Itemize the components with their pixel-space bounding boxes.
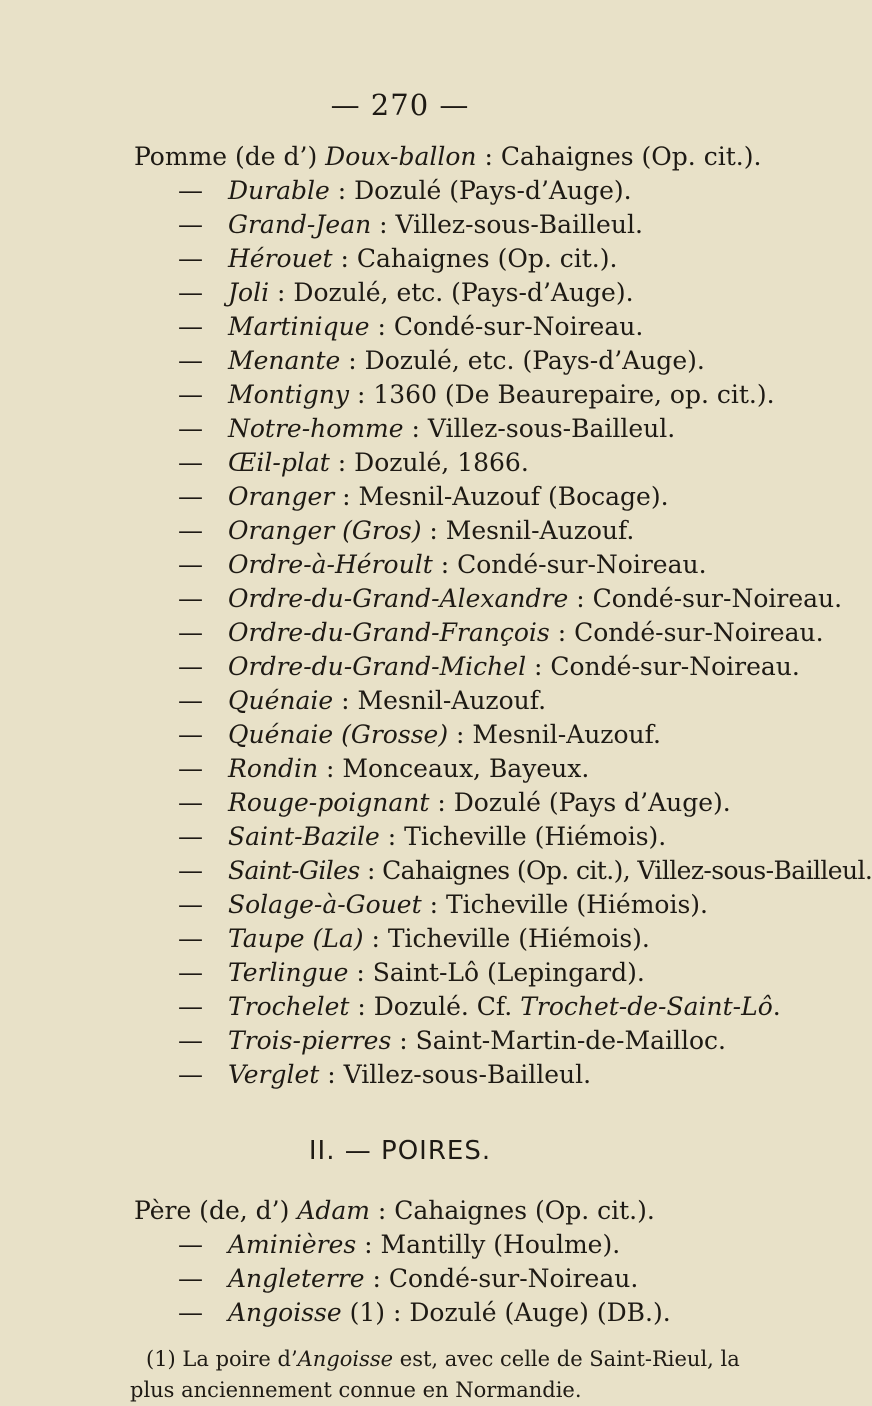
dash: — [178, 856, 203, 885]
dash: — [178, 584, 203, 613]
dash: — [178, 1060, 203, 1089]
list-item [178, 210, 643, 240]
variety-location: : Condé-sur-Noireau. [526, 652, 800, 681]
dash: — [178, 550, 203, 579]
variety-location: : Dozulé (Pays d’Auge). [429, 788, 731, 817]
variety-punctuation: . [772, 992, 781, 1021]
dash: — [178, 1298, 203, 1327]
pear-head-entry [134, 1196, 655, 1226]
variety-name: Menante [228, 346, 341, 375]
dash: — [178, 958, 203, 987]
list-item [178, 1026, 726, 1056]
list-item [178, 1264, 638, 1294]
variety-name: Quénaie (Grosse) [228, 720, 449, 749]
variety-location: : Cahaignes (Op. cit.), Villez-sous-Bailleul. [359, 856, 872, 885]
dash: — [178, 754, 203, 783]
list-item [178, 1298, 671, 1328]
variety-location: : Dozulé, etc. (Pays-d’Auge). [340, 346, 705, 375]
variety-name: Ordre-à-Héroult [228, 550, 433, 579]
variety-location: : Cahaignes (Op. cit.). [332, 244, 618, 273]
variety-location: : Condé-sur-Noireau. [364, 1264, 639, 1293]
dash: — [178, 1026, 203, 1055]
dash: — [178, 822, 203, 851]
variety-name: Ordre-du-Grand-Alexandre [228, 584, 569, 613]
variety-name: Oranger (Gros) [228, 516, 422, 545]
variety-location: : Saint-Lô (Lepingard). [348, 958, 645, 987]
footnote-text: est, avec celle de Saint-Rieul, la plus anciennement connue en Normandie. [130, 1347, 740, 1402]
variety-location: : Mesnil-Auzouf. [421, 516, 635, 545]
variety-location: : Cahaignes (Op. cit.). [369, 1196, 655, 1225]
variety-name: Aminières [228, 1230, 357, 1259]
list-item [178, 176, 632, 206]
variety-location: : Monceaux, Bayeux. [318, 754, 590, 783]
dash: — [178, 380, 203, 409]
head-prefix: Père (de, d’) [134, 1196, 298, 1225]
variety-name: Joli [228, 278, 270, 307]
page-number: — 270 — [330, 88, 470, 122]
variety-name: Solage-à-Gouet [228, 890, 422, 919]
dash: — [178, 992, 203, 1021]
list-item [178, 414, 675, 444]
dash: — [178, 720, 203, 749]
variety-name: Rouge-poignant [228, 788, 430, 817]
variety-name: Taupe (La) [228, 924, 364, 953]
variety-name: Verglet [228, 1060, 320, 1089]
dash: — [178, 1230, 203, 1259]
list-item [178, 448, 529, 478]
footnote-marker: (1) La poire d’ [146, 1347, 298, 1371]
list-item [178, 652, 800, 682]
list-item [178, 992, 781, 1022]
list-item [178, 312, 643, 342]
list-item [178, 686, 546, 716]
dash: — [178, 346, 203, 375]
list-item [178, 958, 645, 988]
variety-name: Saint-Bazile [228, 822, 380, 851]
variety-location: : Cahaignes (Op. cit.). [476, 142, 762, 171]
variety-location: : Villez-sous-Bailleul. [319, 1060, 592, 1089]
dash: — [178, 312, 203, 341]
variety-location: : Mesnil-Auzouf (Bocage). [334, 482, 669, 511]
variety-location: : Dozulé (Pays-d’Auge). [329, 176, 632, 205]
variety-location: : Condé-sur-Noireau. [549, 618, 824, 647]
dash: — [178, 652, 203, 681]
variety-location: : Condé-sur-Noireau. [369, 312, 644, 341]
apple-head-entry [134, 142, 761, 172]
dash: — [178, 448, 203, 477]
variety-name: Trois-pierres [228, 1026, 392, 1055]
dash: — [178, 686, 203, 715]
variety-name: Notre-homme [228, 414, 404, 443]
list-item [178, 584, 842, 614]
dash: — [178, 210, 203, 239]
variety-location: : Saint-Martin-de-Mailloc. [391, 1026, 726, 1055]
list-item [178, 822, 666, 852]
list-item [178, 720, 661, 750]
dash: — [178, 924, 203, 953]
dash: — [178, 244, 203, 273]
head-prefix: Pomme (de d’) [134, 142, 326, 171]
variety-name: Rondin [228, 754, 319, 783]
variety-location: : Villez-sous-Bailleul. [371, 210, 643, 239]
list-item [178, 856, 872, 886]
list-item [178, 788, 731, 818]
dash: — [178, 618, 203, 647]
list-item [178, 346, 705, 376]
variety-location: : Ticheville (Hiémois). [379, 822, 667, 851]
variety-location: : Mantilly (Houlme). [356, 1230, 621, 1259]
dash: — [178, 414, 203, 443]
variety-name: Durable [228, 176, 330, 205]
variety-location: : Ticheville (Hiémois). [363, 924, 650, 953]
variety-cross-reference: Trochet-de-Saint-Lô [520, 992, 773, 1021]
variety-location: : Dozulé, 1866. [329, 448, 529, 477]
variety-name: Hérouet [228, 244, 333, 273]
variety-name: Adam [297, 1196, 370, 1225]
dash: — [178, 890, 203, 919]
dash: — [178, 1264, 203, 1293]
variety-location: : Ticheville (Hiémois). [421, 890, 709, 919]
variety-name: Quénaie [228, 686, 334, 715]
list-item [178, 380, 775, 410]
variety-name: Grand-Jean [228, 210, 372, 239]
dash: — [178, 176, 203, 205]
variety-name: Trochelet [228, 992, 350, 1021]
dash: — [178, 516, 203, 545]
variety-name: Montigny [228, 380, 350, 409]
variety-name: Doux-ballon [325, 142, 477, 171]
variety-name: Ordre-du-Grand-François [228, 618, 550, 647]
list-item [178, 550, 707, 580]
variety-name: Œil-plat [228, 448, 330, 477]
variety-name: Oranger [228, 482, 335, 511]
list-item [178, 482, 669, 512]
variety-name: Ordre-du-Grand-Michel [228, 652, 527, 681]
list-item [178, 890, 708, 920]
variety-name: Saint-Giles [228, 856, 360, 885]
variety-location: : Condé-sur-Noireau. [432, 550, 707, 579]
list-item [178, 244, 617, 274]
variety-name: Angoisse [228, 1298, 342, 1327]
footnote [130, 1344, 780, 1406]
footnote-variety-name: Angoisse [297, 1347, 394, 1371]
variety-location: : 1360 (De Beaurepaire, op. cit.). [349, 380, 775, 409]
variety-location: : Condé-sur-Noireau. [568, 584, 843, 613]
list-item [178, 618, 824, 648]
variety-location: : Mesnil-Auzouf. [333, 686, 547, 715]
dash: — [178, 278, 203, 307]
variety-location: : Dozulé. Cf. [349, 992, 521, 1021]
variety-location: (1) : Dozulé (Auge) (DB.). [341, 1298, 671, 1327]
variety-location: : Dozulé, etc. (Pays-d’Auge). [269, 278, 634, 307]
dash: — [178, 482, 203, 511]
section-title: II. — POIRES. [308, 1136, 492, 1166]
variety-name: Angleterre [228, 1264, 365, 1293]
dash: — [178, 788, 203, 817]
list-item [178, 1060, 591, 1090]
variety-name: Terlingue [228, 958, 349, 987]
variety-location: : Villez-sous-Bailleul. [403, 414, 676, 443]
variety-location: : Mesnil-Auzouf. [448, 720, 661, 749]
variety-name: Martinique [228, 312, 370, 341]
list-item [178, 924, 650, 954]
list-item [178, 754, 589, 784]
list-item [178, 278, 634, 308]
list-item [178, 1230, 620, 1260]
list-item [178, 516, 634, 546]
